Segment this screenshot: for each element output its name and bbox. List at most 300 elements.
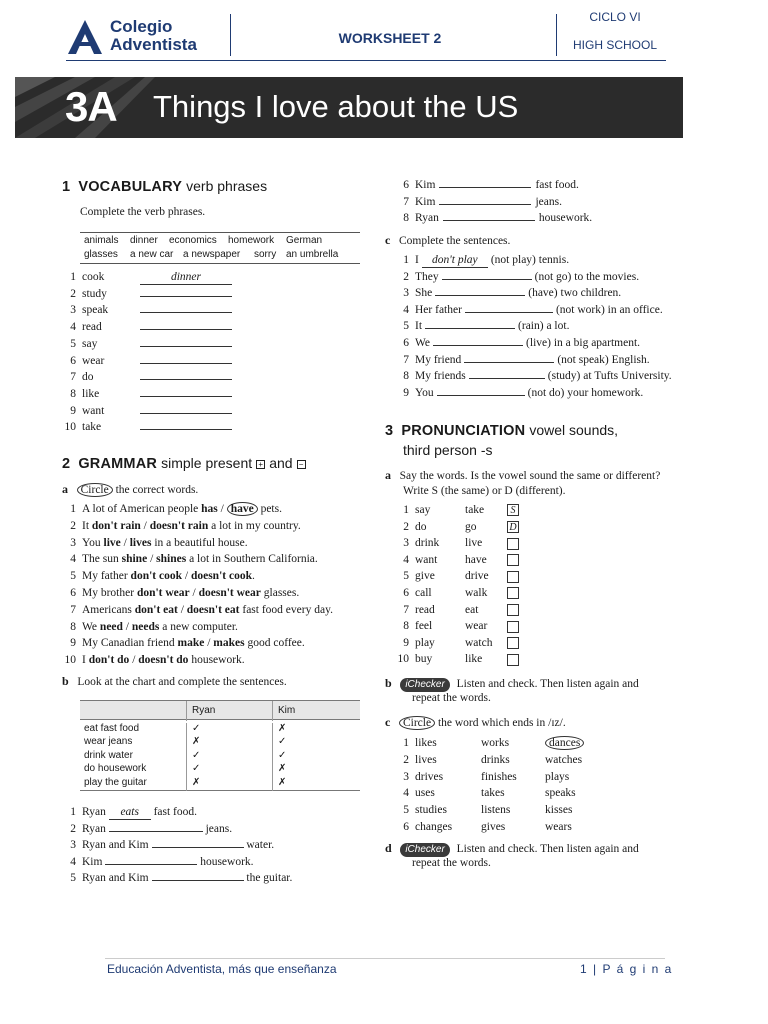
- grammar-number: 2: [62, 456, 71, 472]
- grammar-b-item: [395, 210, 592, 225]
- vocab-item: [62, 320, 232, 334]
- sentence-start: Her father: [415, 303, 462, 316]
- sentence-start: Ryan: [415, 212, 439, 225]
- word: a newspaper: [183, 249, 241, 260]
- word-2: live: [465, 537, 483, 550]
- answer-blank[interactable]: [433, 345, 523, 346]
- word-1: buy: [415, 653, 433, 666]
- pron-a-item: [395, 619, 519, 633]
- unit-banner: [15, 77, 683, 138]
- answer-blank[interactable]: [443, 210, 535, 221]
- sentence-end: (not work) in an office.: [555, 303, 663, 316]
- ryan-kim-chart: [80, 700, 360, 791]
- word-1: do: [415, 520, 427, 533]
- grammar-a-item: [62, 586, 299, 600]
- grammar-heading: [62, 455, 306, 472]
- answer-blank[interactable]: [465, 312, 553, 313]
- vocab-answer-blank[interactable]: [140, 329, 232, 330]
- chart-divider: [272, 777, 273, 791]
- word-2: like: [465, 653, 483, 666]
- answer-blank[interactable]: [152, 880, 244, 881]
- word-2: watch: [465, 636, 493, 649]
- item-number: 5: [403, 320, 409, 333]
- pron-c-item: [395, 770, 569, 784]
- pron-a-item: [395, 636, 519, 650]
- sentence-start: Kim: [415, 179, 436, 191]
- header-rule: [66, 60, 666, 61]
- pron-b-letter: b: [385, 676, 392, 690]
- item-number: 2: [403, 753, 409, 766]
- answer-blank[interactable]: [109, 831, 203, 832]
- chart-kim-mark: ✗: [278, 776, 287, 788]
- pron-heading-line2: [403, 442, 492, 459]
- vocab-item: [62, 354, 232, 368]
- sentence-end: (not play) tennis.: [490, 254, 570, 266]
- ichecker-badge: iChecker: [400, 843, 449, 857]
- answer-blank[interactable]: [425, 328, 515, 329]
- chart-row: [80, 750, 360, 763]
- footer-rule: [105, 958, 665, 959]
- grammar-c-item: [395, 270, 639, 284]
- vocab-item: [62, 303, 232, 317]
- sentence-start: A lot of American people: [82, 503, 202, 515]
- vocab-title: VOCABULARY: [78, 179, 183, 195]
- grammar-a-item: [62, 603, 333, 617]
- item-number: 9: [70, 404, 76, 417]
- chart-row: [80, 763, 360, 776]
- vocab-answer-blank[interactable]: [140, 296, 232, 297]
- sentence-start: Ryan and Kim: [82, 872, 152, 885]
- vocab-answer-blank[interactable]: [140, 429, 232, 430]
- pron-c-item: [395, 736, 584, 750]
- item-number: 5: [70, 337, 76, 350]
- word-1: read: [415, 603, 435, 616]
- option-separator: /: [140, 519, 150, 532]
- grammar-a-item: [62, 636, 305, 650]
- worksheet-title: WORKSHEET 2: [338, 30, 442, 46]
- option-separator: /: [129, 654, 139, 667]
- grammar-and: and: [269, 455, 293, 471]
- grammar-c-item: [395, 386, 643, 400]
- sentence-end: pets.: [257, 503, 282, 515]
- option-2[interactable]: doesn't cook: [190, 570, 252, 583]
- word-option-2[interactable]: works: [481, 737, 510, 749]
- option-separator: /: [217, 503, 227, 515]
- item-number: 10: [397, 653, 409, 666]
- option-separator: /: [147, 553, 157, 566]
- answer-blank[interactable]: [437, 395, 525, 396]
- sentence-start: I: [82, 654, 89, 667]
- vocab-answer-blank[interactable]: [140, 379, 232, 380]
- vocab-answer-blank[interactable]: [140, 396, 232, 397]
- word-2: take: [465, 504, 485, 516]
- item-number: 5: [70, 570, 76, 583]
- grammar-b-letter: b: [62, 674, 69, 688]
- word: a new car: [130, 249, 174, 260]
- grammar-a-item: [62, 569, 255, 583]
- item-number: 6: [403, 587, 409, 599]
- answer-blank[interactable]: [439, 194, 531, 205]
- word-option-2[interactable]: listens: [481, 804, 511, 817]
- word-option-1[interactable]: uses: [415, 787, 435, 800]
- logo-text: [110, 18, 197, 54]
- sentence-start: We: [415, 337, 431, 349]
- grammar-b-item: [62, 855, 254, 869]
- answer-checkbox[interactable]: [507, 637, 519, 649]
- item-number: 1: [70, 806, 76, 818]
- pron-b-instruction-2: repeat the words.: [412, 692, 491, 704]
- word-option-3[interactable]: kisses: [545, 804, 573, 817]
- option-2[interactable]: lives: [129, 536, 152, 549]
- pron-c-item: [395, 753, 582, 767]
- word-option-2[interactable]: takes: [481, 787, 505, 800]
- item-number: 6: [70, 587, 76, 599]
- answer-blank[interactable]: [152, 847, 244, 848]
- pron-title: PRONUNCIATION: [401, 423, 526, 439]
- item-number: 3: [70, 839, 76, 852]
- option-1[interactable]: don't eat: [134, 603, 178, 616]
- sentence-end: good coffee.: [244, 637, 305, 650]
- sentence-start: Kim: [415, 195, 436, 208]
- item-number: 6: [403, 337, 409, 349]
- vocab-verb: take: [82, 421, 102, 434]
- word-2: eat: [465, 603, 479, 616]
- vocab-answer-blank[interactable]: [140, 363, 232, 364]
- chart-row: [80, 736, 360, 749]
- item-number: 3: [70, 536, 76, 549]
- item-number: 6: [403, 179, 409, 191]
- word: dinner: [130, 235, 158, 246]
- grammar-c-item: [395, 319, 569, 333]
- sentence-end: a lot in Southern California.: [186, 553, 318, 566]
- ichecker-badge: iChecker: [400, 678, 449, 692]
- vocab-instruction: Complete the verb phrases.: [80, 206, 206, 218]
- option-separator: /: [204, 637, 214, 650]
- item-number: 1: [403, 504, 409, 516]
- sentence-end: a lot in my country.: [208, 519, 301, 532]
- logo-line-1: Colegio: [110, 17, 173, 36]
- pron-a-letter: a: [385, 468, 391, 482]
- chart-body: [80, 720, 360, 791]
- vocab-answer-blank[interactable]: dinner: [140, 270, 232, 285]
- pron-a-instruction-1: [385, 468, 660, 483]
- chart-row: [80, 723, 360, 736]
- answer-blank[interactable]: eats: [109, 805, 151, 820]
- item-number: 4: [70, 553, 76, 566]
- chart-divider: [272, 763, 273, 777]
- sentence-end: (rain) a lot.: [518, 320, 570, 333]
- chart-divider: [186, 750, 187, 764]
- word-option-1[interactable]: drives: [415, 770, 444, 783]
- answer-checkbox[interactable]: [507, 554, 519, 566]
- item-number: 2: [70, 822, 76, 835]
- vocab-subtitle: verb phrases: [186, 178, 268, 194]
- item-number: 3: [403, 537, 409, 550]
- vocab-verb: want: [82, 404, 105, 417]
- circle-word: Circle: [399, 716, 435, 730]
- answer-checkbox[interactable]: [507, 654, 519, 666]
- word-option-1[interactable]: likes: [415, 737, 437, 749]
- sentence-end: fast food.: [150, 806, 198, 818]
- option-1[interactable]: live: [103, 536, 121, 549]
- item-number: 7: [403, 195, 409, 208]
- word-2: have: [465, 553, 487, 566]
- item-number: 4: [403, 553, 409, 566]
- option-2[interactable]: have: [227, 502, 258, 516]
- chart-ryan-mark: ✓: [192, 763, 201, 775]
- option-2[interactable]: doesn't rain: [149, 519, 209, 532]
- sentence-start: Ryan and Kim: [82, 839, 152, 852]
- vocab-item: [62, 420, 232, 434]
- chart-divider: [272, 736, 273, 750]
- sentence-start: I: [415, 254, 419, 266]
- grammar-a-item: [62, 536, 248, 550]
- answer-checkbox[interactable]: D: [507, 521, 519, 533]
- item-number: 4: [403, 787, 409, 800]
- option-2[interactable]: needs: [131, 620, 160, 633]
- word-2: go: [465, 520, 477, 533]
- chart-divider: [186, 736, 187, 750]
- option-1[interactable]: shine: [121, 553, 148, 566]
- chart-activity: eat fast food: [84, 723, 140, 734]
- item-number: 5: [70, 872, 76, 885]
- answer-checkbox[interactable]: [507, 571, 519, 583]
- sentence-end: (not do) your homework.: [527, 386, 644, 399]
- word-option-3[interactable]: watches: [545, 753, 583, 766]
- sentence-end: .: [251, 570, 255, 583]
- chart-header: [80, 700, 360, 720]
- sentence-start: You: [415, 386, 434, 399]
- option-2[interactable]: makes: [213, 637, 245, 650]
- option-1[interactable]: don't do: [88, 654, 130, 667]
- word-option-2[interactable]: drinks: [481, 753, 510, 766]
- item-number: 9: [70, 637, 76, 650]
- answer-checkbox[interactable]: S: [507, 504, 519, 516]
- pron-a-item: [395, 553, 519, 567]
- item-number: 4: [403, 303, 409, 316]
- word-1: feel: [415, 620, 433, 633]
- sentence-start: My friends: [415, 370, 466, 383]
- option-2[interactable]: doesn't do: [138, 654, 189, 667]
- chart-activity: wear jeans: [84, 736, 133, 748]
- item-number: 8: [403, 370, 409, 383]
- sentence-end: fast food.: [535, 179, 579, 191]
- answer-checkbox[interactable]: [507, 604, 519, 616]
- word-1: say: [415, 504, 431, 516]
- answer-checkbox[interactable]: [507, 621, 519, 633]
- option-1[interactable]: make: [177, 637, 205, 650]
- school-logo: [66, 16, 236, 60]
- vocab-verb: read: [82, 321, 102, 334]
- minus-box-icon: −: [297, 460, 306, 469]
- pron-subtitle-1: vowel sounds,: [529, 422, 619, 438]
- sentence-end: (study) at Tufts University.: [547, 370, 672, 383]
- grammar-a-item: [62, 519, 301, 533]
- grammar-b-instruction: [62, 674, 287, 689]
- answer-checkbox[interactable]: [507, 538, 519, 550]
- vocab-answer-blank[interactable]: [140, 312, 232, 313]
- chart-ryan-mark: ✓: [192, 749, 201, 761]
- word-1: want: [415, 553, 438, 566]
- sentence-end: water.: [243, 839, 275, 852]
- answer-blank[interactable]: [464, 362, 554, 363]
- pron-a-item: [395, 652, 519, 666]
- answer-blank[interactable]: [439, 177, 531, 188]
- vocab-item: [62, 370, 232, 384]
- item-number: 5: [403, 570, 409, 583]
- vocab-item: [62, 387, 232, 401]
- pron-d-letter: d: [385, 841, 392, 855]
- vocab-verb: cook: [82, 271, 105, 283]
- grammar-c-item: [395, 353, 650, 367]
- sentence-start: My father: [82, 570, 131, 583]
- vocab-heading: [62, 178, 267, 195]
- word: homework: [228, 235, 275, 246]
- sentence-end: jeans.: [202, 822, 233, 835]
- chart-divider: [186, 701, 187, 721]
- vocab-verb: speak: [82, 304, 109, 317]
- grammar-a-item: [62, 620, 238, 634]
- answer-blank[interactable]: [442, 279, 532, 280]
- sentence-start: My Canadian friend: [82, 637, 178, 650]
- chart-divider: [272, 723, 273, 737]
- pron-c-item: [395, 786, 576, 800]
- word-option-3[interactable]: speaks: [545, 787, 576, 800]
- vocab-answer-blank[interactable]: [140, 346, 232, 347]
- word-2: wear: [465, 620, 488, 633]
- chart-divider: [272, 701, 273, 721]
- pron-c-letter: c: [385, 715, 391, 729]
- word-option-2[interactable]: finishes: [481, 770, 517, 783]
- grammar-b-item: [395, 177, 579, 192]
- word-option-2[interactable]: gives: [481, 821, 506, 833]
- vocab-verb: wear: [82, 354, 105, 367]
- word: an umbrella: [286, 249, 339, 260]
- sentence-start: My brother: [82, 587, 137, 599]
- option-2[interactable]: shines: [156, 553, 187, 566]
- word-1: call: [415, 587, 432, 599]
- sentence-end: (not go) to the movies.: [534, 270, 640, 283]
- option-1[interactable]: don't rain: [91, 519, 141, 532]
- grammar-c-instruction-text: Complete the sentences.: [398, 235, 511, 247]
- item-number: 1: [403, 254, 409, 266]
- grammar-a-instruction: [62, 482, 198, 497]
- item-number: 10: [64, 654, 76, 667]
- chart-ryan-mark: ✗: [192, 736, 201, 748]
- chart-kim-mark: ✓: [278, 749, 287, 761]
- grammar-c-item: [395, 286, 621, 300]
- pron-a-item: [395, 603, 519, 617]
- pron-a-item: [395, 569, 519, 583]
- pron-b-instruction: [385, 676, 639, 692]
- word-2: drive: [465, 570, 489, 583]
- item-number: 8: [403, 620, 409, 633]
- level-label: HIGH SCHOOL: [572, 38, 657, 52]
- item-number: 3: [70, 304, 76, 317]
- grammar-title: GRAMMAR: [78, 456, 158, 472]
- answer-blank[interactable]: [105, 864, 197, 865]
- chart-divider: [272, 750, 273, 764]
- word: animals: [84, 235, 119, 246]
- word-option-1[interactable]: lives: [415, 753, 437, 766]
- item-number: 8: [403, 212, 409, 225]
- sentence-end: (live) in a big apartment.: [526, 337, 641, 349]
- sentence-start: The sun: [82, 553, 122, 566]
- option-1[interactable]: don't cook: [130, 570, 182, 583]
- grammar-b-item: [395, 194, 562, 209]
- option-1[interactable]: don't wear: [136, 587, 190, 599]
- option-2[interactable]: doesn't eat: [186, 603, 240, 616]
- sentence-start: We: [82, 620, 100, 633]
- option-separator: /: [182, 570, 191, 583]
- chart-header-ryan: Ryan: [192, 705, 216, 716]
- word-option-1[interactable]: studies: [415, 804, 447, 817]
- option-2[interactable]: doesn't wear: [198, 587, 261, 599]
- word-2: walk: [465, 587, 488, 599]
- unit-title: Things I love about the US: [153, 89, 519, 124]
- grammar-b-instruction-text: Look at the chart and complete the sentences.: [77, 676, 287, 688]
- pron-subtitle-2: third person -s: [403, 442, 493, 458]
- vocab-answer-blank[interactable]: [140, 413, 232, 414]
- pron-d-instruction: [385, 841, 639, 857]
- answer-blank[interactable]: don't play: [422, 253, 488, 268]
- logo-a-icon: [66, 18, 104, 56]
- answer-blank[interactable]: [435, 295, 525, 296]
- item-number: 6: [70, 354, 76, 367]
- item-number: 1: [70, 271, 76, 283]
- sentence-end: housework.: [188, 654, 245, 667]
- item-number: 2: [70, 519, 76, 532]
- pron-c-item: [395, 803, 572, 817]
- item-number: 2: [403, 520, 409, 533]
- sentence-start: Americans: [82, 603, 135, 616]
- chart-divider: [186, 723, 187, 737]
- word-option-1[interactable]: changes: [415, 821, 453, 833]
- grammar-a-letter: a: [62, 482, 68, 496]
- item-number: 7: [70, 371, 76, 384]
- word-option-3[interactable]: dances: [545, 736, 584, 750]
- word-option-3[interactable]: wears: [545, 821, 572, 833]
- pron-c-instruction: [385, 715, 566, 730]
- word-option-3[interactable]: plays: [545, 770, 570, 783]
- word: economics: [169, 235, 217, 246]
- pron-a-instruction-text-1: Say the words. Is the vowel sound the same or different?: [399, 470, 661, 482]
- option-separator: /: [189, 587, 199, 599]
- sentence-end: the guitar.: [243, 872, 293, 885]
- pron-c-item: [395, 820, 572, 834]
- ciclo-label: CICLO VI: [589, 10, 641, 24]
- answer-checkbox[interactable]: [507, 587, 519, 599]
- chart-ryan-mark: ✗: [192, 776, 201, 788]
- answer-blank[interactable]: [469, 378, 545, 379]
- pron-number: 3: [385, 423, 394, 439]
- pron-a-item: [395, 536, 519, 550]
- sentence-end: in a beautiful house.: [151, 536, 248, 549]
- option-1[interactable]: need: [99, 620, 123, 633]
- item-number: 4: [70, 321, 76, 334]
- word: glasses: [84, 249, 118, 260]
- vocab-item: [62, 337, 232, 351]
- grammar-b-item: [62, 871, 292, 885]
- option-1[interactable]: has: [201, 503, 218, 515]
- grammar-b-item: [62, 805, 197, 820]
- vocab-item: [62, 404, 232, 418]
- sentence-end: (have) two children.: [528, 287, 622, 300]
- sentence-start: You: [82, 536, 104, 549]
- item-number: 9: [403, 386, 409, 399]
- chart-row: [80, 777, 360, 790]
- chart-kim-mark: ✓: [278, 736, 287, 748]
